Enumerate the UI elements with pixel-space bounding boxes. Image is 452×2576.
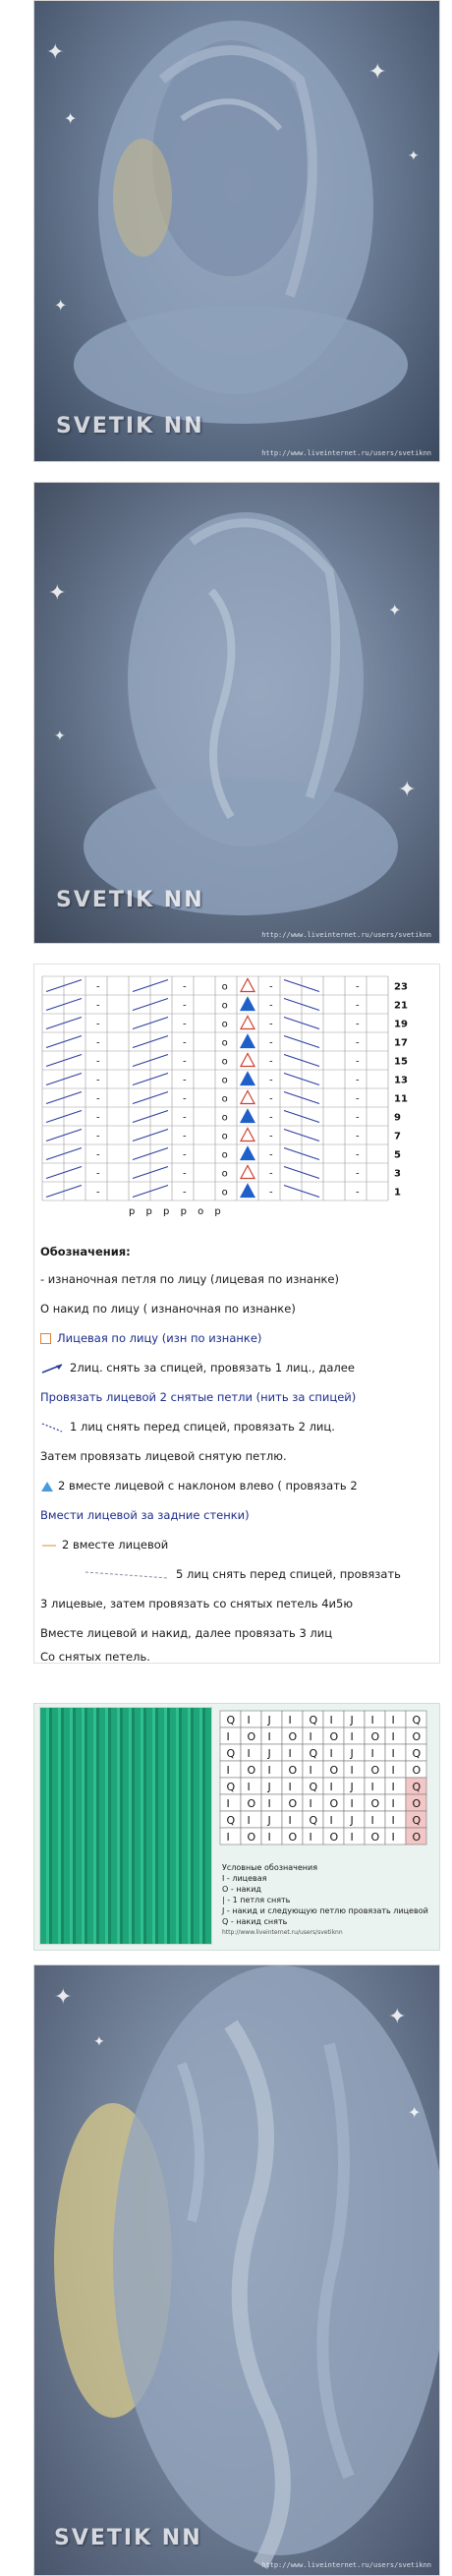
row-number: 17 [394,1037,408,1049]
yarn-over-mark: o [221,981,228,993]
chart2-cell [261,1794,282,1811]
yarn-over-mark: o [221,1131,228,1142]
decrease-mark [241,1073,254,1085]
star-icon: ✦ [54,1985,73,2010]
chart2-cell [261,1711,282,1727]
chart2-cell [220,1794,241,1811]
row-number: 19 [394,1019,408,1030]
triangle-icon [40,1481,54,1493]
purl-mark: - [356,1075,360,1086]
chart2-cell [344,1828,365,1844]
chart2-symbol: I [350,1831,354,1844]
chart2-symbol: I [391,1831,395,1844]
purl-mark: - [269,1187,273,1199]
chart2-symbol: I [370,1747,374,1760]
chart2-cell [241,1778,261,1794]
chart2-symbol: O [370,1764,380,1777]
purl-mark: - [183,1056,187,1068]
chart2-symbol: O [329,1764,339,1777]
chart2-symbol: O [412,1831,422,1844]
chart2-symbol: I [350,1764,354,1777]
chart2-symbol: I [288,1814,292,1827]
purl-mark: - [183,1000,187,1012]
chart2-grid [218,1709,438,1856]
chart2-symbol: I [370,1781,374,1793]
chart2-symbol: J [350,1781,354,1793]
purl-mark: - [183,1149,187,1161]
yarn-over-mark: o [221,1037,228,1049]
chart2-symbol: I [288,1714,292,1727]
chart2-symbol: O [288,1730,298,1743]
chart2-symbol: I [309,1797,312,1810]
decrease-mark [241,1129,254,1142]
yarn-over-mark: o [221,1056,228,1068]
row-number: 13 [394,1075,408,1086]
chart2-symbol: Q [309,1781,318,1793]
purl-mark: - [96,981,100,993]
decrease-mark [241,1147,254,1160]
chart2-symbol: Q [309,1814,318,1827]
chart2-cell [323,1778,344,1794]
legend-ssk-label: 2 вместе лицевой с наклоном влево ( провязать 2 [58,1479,358,1493]
yarn-over-mark: o [221,1019,228,1030]
decrease-mark [241,1110,254,1123]
chart2-symbol: J [267,1747,271,1760]
purl-mark: - [269,1019,273,1030]
chart2-symbol: O [412,1797,422,1810]
chart2-symbol: O [329,1797,339,1810]
purl-mark: - [96,1075,100,1086]
chart2-symbol: O [329,1831,339,1844]
purl-mark: - [183,1075,187,1086]
photo-hood-front [33,0,440,462]
purl-mark: - [183,1112,187,1124]
chart2-symbol: Q [226,1781,236,1793]
chart2-symbol: Q [309,1747,318,1760]
purl-mark: - [269,1112,273,1124]
chart2-cell [385,1794,406,1811]
legend-k2tog-label: 2 вместе лицевой [62,1538,169,1551]
watermark: SVETIK NN [56,414,204,439]
arrow-icon [40,1363,66,1375]
chart2-symbol: O [247,1764,256,1777]
purl-mark: - [183,1037,187,1049]
chart2-symbol: J [267,1814,271,1827]
watermark: SVETIK NN [54,2526,202,2550]
decrease-mark [241,1035,254,1048]
purl-mark: - [269,1168,273,1180]
chart2-symbol: I [247,1781,251,1793]
chart2-symbol: J [350,1714,354,1727]
row-number: 15 [394,1056,408,1068]
purl-mark: - [356,1168,360,1180]
chart2-symbol: O [247,1831,256,1844]
chart2-cell [220,1761,241,1778]
row-number: 1 [394,1187,401,1199]
chart2-symbol: I [309,1730,312,1743]
chart2-cell [282,1744,303,1761]
chart2-symbol: I [391,1764,395,1777]
chart2-symbol: O [329,1730,339,1743]
row-number: 7 [394,1131,401,1142]
chart2-cell [282,1711,303,1727]
legend-cable-5 [84,1567,401,1581]
decrease-mark [241,1166,254,1179]
purl-mark: - [183,1168,187,1180]
chart2-symbol: I [370,1814,374,1827]
chart2-cell [385,1761,406,1778]
yarn-over-mark: o [221,1187,228,1199]
legend-cable-5-3: Вместе лицевой и накид, далее провязать 3 лиц [40,1626,333,1640]
chart2-symbol: Q [412,1781,422,1793]
chart2-symbol: Q [412,1714,422,1727]
chart2-cell [365,1744,385,1761]
chart2-cell [241,1744,261,1761]
chart2-symbol: I [370,1714,374,1727]
chart2-cell [303,1727,323,1744]
chart2-cell [385,1828,406,1844]
chart2-cell [385,1744,406,1761]
chart2-cell [241,1811,261,1828]
chart2-cell [344,1711,365,1727]
purl-mark: - [183,1131,187,1142]
purl-mark: - [96,1112,100,1124]
chart2-cell [241,1711,261,1727]
chart2-symbol: I [288,1747,292,1760]
watermark: SVETIK NN [56,888,204,912]
chart2-symbol: I [329,1781,333,1793]
purl-mark: - [96,1093,100,1105]
chart2-symbol: I [247,1814,251,1827]
purl-mark: - [96,1056,100,1068]
row-number: 5 [394,1149,401,1161]
purl-mark: - [356,1019,360,1030]
star-icon: ✦ [93,2034,105,2050]
photo-url: http://www.liveinternet.ru/users/svetiknn [261,2561,431,2569]
legend-k2tog [40,1538,168,1551]
purl-mark: - [356,981,360,993]
legend-title: Обозначения: [40,1245,131,1259]
chart2-cell [261,1828,282,1844]
decrease-mark [241,1185,254,1198]
star-icon: ✦ [54,296,68,315]
purl-mark: - [269,1131,273,1142]
purl-mark: - [269,981,273,993]
chart2-legend-yo-slip: Q - накид снять [222,1917,288,1926]
purl-mark: - [356,1056,360,1068]
row-number: 21 [394,1000,408,1012]
chart2-cell [385,1711,406,1727]
chart2-symbol: I [288,1781,292,1793]
legend-knit [40,1331,261,1345]
chart2-cell [323,1711,344,1727]
purl-mark: - [96,1168,100,1180]
star-icon: ✦ [368,60,387,85]
chart2-legend-knit: I - лицевая [222,1874,267,1883]
chart2-symbol: I [391,1797,395,1810]
chart2-cell [261,1761,282,1778]
square-icon [40,1333,51,1344]
chart2-symbol: J [350,1814,354,1827]
chart2-cell [385,1811,406,1828]
chart2-cell [344,1794,365,1811]
decrease-mark [241,1017,254,1029]
chart2-cell [365,1811,385,1828]
chart2-symbol: I [267,1831,271,1844]
chart2-symbol: Q [412,1747,422,1760]
dashed-arrow-icon [84,1569,172,1581]
yarn-over-mark: o [221,1168,228,1180]
purl-mark: - [269,1037,273,1049]
purl-mark: - [183,981,187,993]
purl-mark: - [356,1187,360,1199]
chart2-symbol: O [247,1730,256,1743]
chart2-symbol: I [226,1831,230,1844]
purl-mark: - [269,1093,273,1105]
knit-sample-photo [39,1707,212,1945]
chart2-cell [261,1811,282,1828]
purl-mark: - [356,1037,360,1049]
photo-illustration [34,483,440,944]
chart2-legend-yo: O - накид [222,1885,261,1894]
bottom-labels: p p p p o p [129,1206,225,1217]
purl-mark: - [96,1019,100,1030]
chart2-symbol: I [309,1831,312,1844]
purl-mark: - [356,1112,360,1124]
chart2-symbol: Q [226,1747,236,1760]
chart2-cell [385,1727,406,1744]
decrease-mark [241,1054,254,1067]
legend-cable-5-label: 5 лиц снять перед спицей, провязать [176,1567,401,1581]
chart2-symbol: I [226,1797,230,1810]
chart2-cell [323,1744,344,1761]
chart2-cell [261,1778,282,1794]
legend-cable-right-2: Затем провязать лицевой снятую петлю. [40,1449,287,1463]
photo-hood-side [33,482,440,944]
purl-mark: - [183,1019,187,1030]
purl-mark: - [96,1149,100,1161]
chart2-symbol: I [267,1730,271,1743]
chart2-symbol: I [391,1814,395,1827]
chart2-symbol: I [267,1764,271,1777]
chart2-symbol: I [309,1764,312,1777]
chart2-symbol: J [267,1714,271,1727]
decrease-mark [241,1091,254,1104]
legend-cable-left [40,1361,355,1375]
photo-url: http://www.liveinternet.ru/users/svetiknn [261,449,431,457]
star-icon: ✦ [408,148,420,164]
chart2-symbol: Q [226,1714,236,1727]
chart2-symbol: I [226,1764,230,1777]
chart2-symbol: O [370,1831,380,1844]
chart2-symbol: I [247,1747,251,1760]
chart2-symbol: I [391,1781,395,1793]
chart2-cell [303,1828,323,1844]
arrow-icon [40,1422,66,1434]
row-number: 23 [394,981,408,993]
photo-illustration [34,1965,440,2576]
decrease-mark [241,998,254,1011]
legend-cable-5-4: Со снятых петель. [40,1650,150,1664]
chart2-cell [261,1744,282,1761]
photo-url: http://www.liveinternet.ru/users/svetiknn [261,931,431,939]
chart2-cell [344,1727,365,1744]
chart2-cell [385,1778,406,1794]
chart2-symbol: Q [226,1814,236,1827]
legend-yarn-over: О накид по лицу ( изнаночная по изнанке) [40,1302,296,1316]
star-icon: ✦ [64,109,78,128]
chart2-symbol: I [329,1714,333,1727]
purl-mark: - [183,1093,187,1105]
chart2-cell [344,1811,365,1828]
legend-cable-left-2: Провязать лицевой 2 снятые петли (нить за спицей) [40,1390,357,1404]
chart2-symbol: Q [412,1814,422,1827]
legend-ssk [40,1479,358,1493]
legend-cable-5-2: 3 лицевые, затем провязать со снятых петель 4и5ю [40,1597,354,1610]
chart2-symbol: J [267,1781,271,1793]
legend-cable-left-label: 2лиц. снять за спицей, провязать 1 лиц., далее [70,1361,355,1375]
chart2-symbol: O [288,1797,298,1810]
purl-mark: - [356,1093,360,1105]
chart2-legend-yo-knit: J - накид и следующую петлю провязать лицевой [222,1906,428,1915]
legend-knit-label: Лицевая по лицу (изн по изнанке) [57,1331,262,1345]
purl-mark: - [96,1000,100,1012]
row-number: 11 [394,1093,408,1105]
chart2-cell [365,1778,385,1794]
chart2-symbol: I [391,1747,395,1760]
yarn-over-mark: o [221,1000,228,1012]
star-icon: ✦ [46,40,65,65]
chart2-symbol: O [288,1831,298,1844]
purl-mark: - [356,1000,360,1012]
chart2-symbol: O [247,1797,256,1810]
chart2-cell [365,1711,385,1727]
row-number: 9 [394,1112,401,1124]
chart2-cell [344,1761,365,1778]
chart2-symbol: J [350,1747,354,1760]
chart2-legend [222,1862,428,1938]
legend-purl: - изнаночная петля по лицу (лицевая по изнанке) [40,1272,339,1286]
chart2-symbol: I [350,1730,354,1743]
purl-mark: - [356,1131,360,1142]
chart2-symbol: Q [309,1714,318,1727]
chart2-cell [344,1744,365,1761]
chart2-cell [261,1727,282,1744]
photo-hood-closeup [33,1964,440,2576]
purl-mark: - [96,1131,100,1142]
chart2-symbol: I [350,1797,354,1810]
slash-icon [40,1540,58,1551]
chart2-cell [220,1828,241,1844]
star-icon: ✦ [388,601,402,619]
chart2-symbol: I [329,1747,333,1760]
chart2-symbol: I [226,1730,230,1743]
chart2-symbol: I [267,1797,271,1810]
yarn-over-mark: o [221,1075,228,1086]
legend-ssk-2: Вмести лицевой за задние стенки) [40,1508,250,1522]
star-icon: ✦ [48,581,67,606]
star-icon: ✦ [388,2005,407,2029]
star-icon: ✦ [398,778,417,802]
chart2-cell [344,1778,365,1794]
chart2-symbol: I [391,1714,395,1727]
purl-mark: - [356,1149,360,1161]
chart-grid [34,965,441,1230]
chart2-cell [303,1794,323,1811]
chart2-url: http://www.liveinternet.ru/users/svetiknn [222,1929,343,1936]
chart2-symbol: O [412,1764,422,1777]
yarn-over-mark: o [221,1112,228,1124]
purl-mark: - [96,1037,100,1049]
purl-mark: - [183,1187,187,1199]
chart2-symbol: I [391,1730,395,1743]
legend-cable-right [40,1420,335,1434]
chart2-symbol: I [329,1814,333,1827]
purl-mark: - [269,1075,273,1086]
purl-mark: - [96,1187,100,1199]
chart2-cell [303,1761,323,1778]
row-number: 3 [394,1168,401,1180]
chart2-symbol: O [288,1764,298,1777]
chart2-cell [282,1778,303,1794]
chart2-cell [282,1811,303,1828]
chart2-cell [323,1811,344,1828]
purl-mark: - [269,1000,273,1012]
yarn-over-mark: o [221,1149,228,1161]
star-icon: ✦ [408,2103,422,2122]
decrease-mark [241,979,254,992]
purl-mark: - [269,1149,273,1161]
legend-cable-right-label: 1 лиц снять перед спицей, провязать 2 лиц. [70,1420,335,1434]
chart2-legend-slip: | - 1 петля снять [222,1896,291,1904]
chart2-symbol: I [247,1714,251,1727]
yarn-over-mark: o [221,1093,228,1105]
chart2-symbol: O [412,1730,422,1743]
chart2-cell [220,1727,241,1744]
knitting-chart-1 [33,964,440,1664]
star-icon: ✦ [54,729,66,744]
chart2-symbol: O [370,1730,380,1743]
chart2-legend-title: Условные обозначения [222,1863,318,1872]
purl-mark: - [269,1056,273,1068]
chart2-symbol: O [370,1797,380,1810]
